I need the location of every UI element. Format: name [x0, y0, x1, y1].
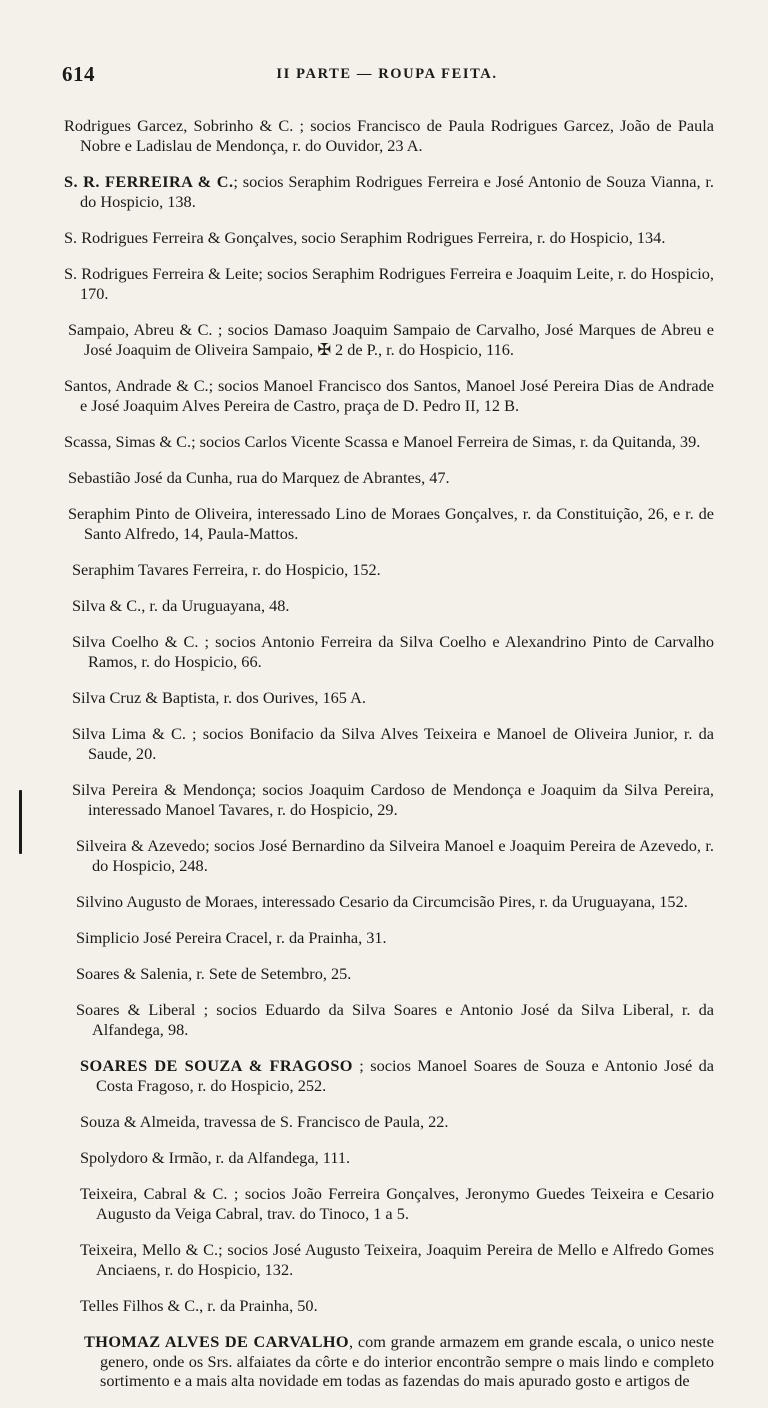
directory-entries [64, 100, 714, 1408]
directory-entry: Telles Filhos & C., r. da Prainha, 50. [80, 1295, 318, 1315]
directory-entry: Soares & Liberal ; socios Eduardo da Silva Soares e Antonio José da Silva Liberal, r. da Alfandega, 98. [76, 1000, 714, 1039]
margin-mark [19, 790, 22, 854]
directory-entry: Sebastião José da Cunha, rua do Marquez de Abrantes, 47. [68, 467, 450, 487]
directory-entry: Soares & Salenia, r. Sete de Setembro, 25. [76, 963, 352, 983]
page-header [62, 62, 712, 88]
directory-entry: S. R. FERREIRA & C.; socios Seraphim Rodrigues Ferreira e José Antonio de Souza Vianna, r. do Hospicio, 138. [64, 172, 714, 211]
directory-entry: Teixeira, Mello & C.; socios José Augusto Teixeira, Joaquim Pereira de Mello e Alfredo Gomes Anciaens, r. do Hospicio, 132. [80, 1239, 714, 1279]
directory-entry: Seraphim Pinto de Oliveira, interessado Lino de Moraes Gonçalves, r. da Constituição, 26, e r. de Santo Alfredo, 14, Paula-Mattos. [68, 504, 714, 543]
directory-entry: Seraphim Tavares Ferreira, r. do Hospicio, 152. [72, 559, 381, 579]
page-number: 614 [62, 62, 95, 86]
directory-entry: Teixeira, Cabral & C. ; socios João Ferreira Gonçalves, Jeronymo Guedes Teixeira e Cesario Augusto da Veiga Cabral, trav. do Tinoco, 1 a 5. [80, 1184, 714, 1223]
directory-entry: Rodrigues Garcez, Sobrinho & C. ; socios Francisco de Paula Rodrigues Garcez, João de Paula Nobre e Ladislau de Mendonça, r. do Ouvidor, 23 A. [64, 116, 714, 156]
directory-entry: Sampaio, Abreu & C. ; socios Damaso Joaquim Sampaio de Carvalho, José Marques de Abreu e José Joaquim de Oliveira Sampaio, ✠ 2 de P., r. do Hospicio, 116. [68, 320, 714, 359]
firm-name-caps: THOMAZ ALVES DE CARVALHO [84, 1331, 349, 1351]
directory-entry: S. Rodrigues Ferreira & Leite; socios Seraphim Rodrigues Ferreira e Joaquim Leite, r. do Hospicio, 170. [64, 264, 714, 303]
running-title: II PARTE — ROUPA FEITA. [276, 66, 498, 82]
directory-entry: Scassa, Simas & C.; socios Carlos Vicente Scassa e Manoel Ferreira de Simas, r. da Quitanda, 39. [64, 431, 701, 451]
directory-entry: Silva & C., r. da Uruguayana, 48. [72, 596, 290, 616]
directory-entry: S. Rodrigues Ferreira & Gonçalves, socio Seraphim Rodrigues Ferreira, r. do Hospicio, 134. [64, 228, 666, 248]
directory-entry: Simplicio José Pereira Cracel, r. da Prainha, 31. [76, 927, 387, 947]
directory-entry: Silvino Augusto de Moraes, interessado Cesario da Circumcisão Pires, r. da Uruguayana, 152. [76, 891, 688, 911]
directory-entry: Souza & Almeida, travessa de S. Francisco de Paula, 22. [80, 1111, 449, 1131]
directory-entry: Silva Cruz & Baptista, r. dos Ourives, 165 A. [72, 688, 366, 707]
directory-entry: Santos, Andrade & C.; socios Manoel Francisco dos Santos, Manoel José Pereira Dias de Andrade e José Joaquim Alves Pereira de Castro, praça de D. Pedro II, 12 B. [64, 375, 714, 415]
firm-name-caps: S. R. FERREIRA & C. [64, 172, 234, 192]
directory-entry: Silva Coelho & C. ; socios Antonio Ferreira da Silva Coelho e Alexandrino Pinto de Carvalho Ramos, r. do Hospicio, 66. [72, 632, 714, 671]
advertisement-entry: THOMAZ ALVES DE CARVALHO, com grande armazem em grande escala, o unico neste genero, onde os Srs. alfaiates da côrte e do interior encontrão sempre o mais lindo e completo sortimento e a mais alta novidade em todas as fazendas do mais apurado gosto e artigos de [84, 1331, 714, 1391]
directory-entry: Silva Lima & C. ; socios Bonifacio da Silva Alves Teixeira e Manoel de Oliveira Junior, r. da Saude, 20. [72, 724, 714, 763]
directory-entry: SOARES DE SOUZA & FRAGOSO ; socios Manoel Soares de Souza e Antonio José da Costa Fragoso, r. do Hospicio, 252. [80, 1055, 714, 1095]
directory-entry: Silveira & Azevedo; socios José Bernardino da Silveira Manoel e Joaquim Pereira de Azevedo, r. do Hospicio, 248. [76, 835, 714, 875]
directory-entry: Spolydoro & Irmão, r. da Alfandega, 111. [80, 1147, 351, 1167]
directory-entry: Silva Pereira & Mendonça; socios Joaquim Cardoso de Mendonça e Joaquim da Silva Pereira, interessado Manoel Tavares, r. do Hospicio, 29. [72, 779, 714, 819]
firm-name-caps: SOARES DE SOUZA & FRAGOSO [80, 1055, 353, 1075]
